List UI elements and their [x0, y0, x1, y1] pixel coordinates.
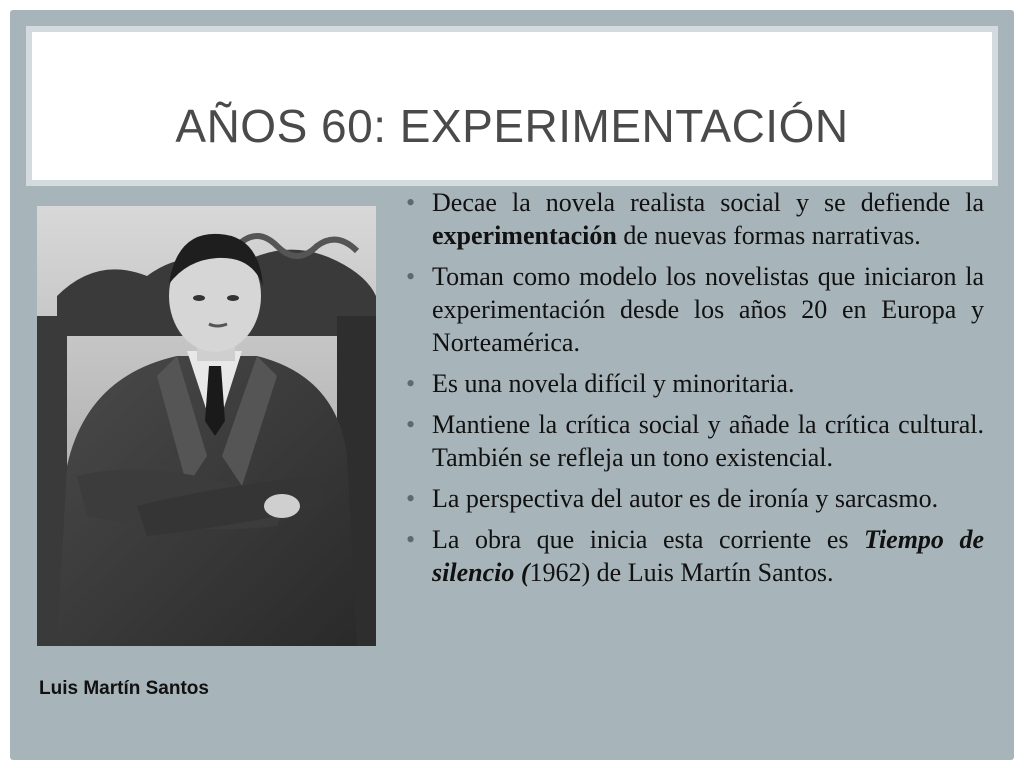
slide-background	[10, 10, 1014, 760]
bullet-dot-icon: •	[406, 262, 416, 291]
bullet-dot-icon: •	[406, 525, 416, 554]
bullet-list	[402, 186, 984, 597]
list-item: • La perspectiva del autor es de ironía y sarcasmo.	[406, 484, 939, 513]
title-box	[32, 32, 992, 180]
bullet-dot-icon: •	[406, 188, 416, 217]
slide-title: AÑOS 60: EXPERIMENTACIÓN	[175, 100, 849, 152]
photo-caption: Luis Martín Santos	[39, 678, 209, 699]
list-item: • Mantiene la crítica social y añade la crítica cultural. También se refleja un tono existencial.	[406, 410, 984, 472]
bullet-dot-icon: •	[406, 410, 416, 439]
list-item: • La obra que inicia esta corriente es Tiempo de silencio (1962) de Luis Martín Santos.	[406, 525, 984, 587]
author-photo	[37, 206, 376, 646]
bullet-dot-icon: •	[406, 484, 416, 513]
bullet-dot-icon: •	[406, 369, 416, 398]
portrait-illustration	[37, 206, 376, 646]
list-item: • Decae la novela realista social y se defiende la experimentación de nuevas formas narrativas.	[406, 188, 984, 250]
list-item: • Toman como modelo los novelistas que iniciaron la experimentación desde los años 20 en Europa y Norteamérica.	[406, 262, 984, 357]
list-item: • Es una novela difícil y minoritaria.	[406, 369, 795, 398]
